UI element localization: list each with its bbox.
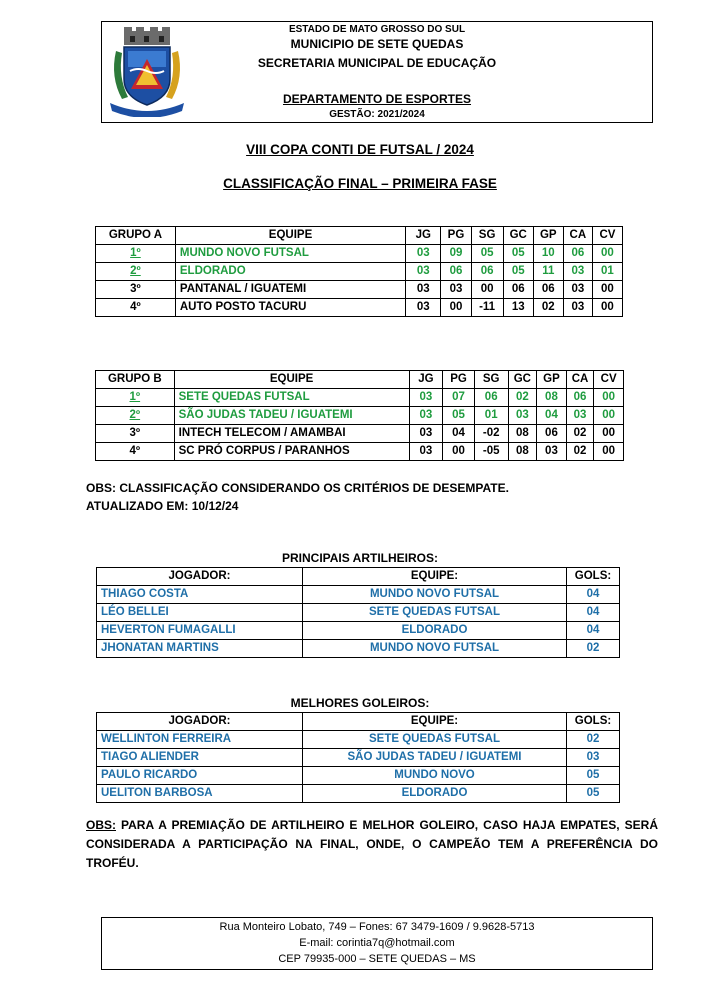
term: GESTÃO: 2021/2024 (329, 109, 425, 120)
player-cell: UELITON BARBOSA (97, 785, 303, 803)
column-header: GC (508, 371, 537, 389)
stat-cell: 07 (443, 389, 475, 407)
column-header: CA (566, 371, 594, 389)
stat-cell: 06 (471, 263, 503, 281)
stat-cell: 06 (537, 425, 567, 443)
stat-cell: 01 (474, 407, 508, 425)
table-row (97, 586, 620, 604)
footer-cep: CEP 79935-000 – SETE QUEDAS – MS (278, 953, 476, 965)
state-name: ESTADO DE MATO GROSSO DO SUL (288, 24, 466, 35)
team-cell: AUTO POSTO TACURU (175, 299, 405, 317)
team-cell: SC PRÓ CORPUS / PARANHOS (174, 443, 409, 461)
table-row (97, 731, 620, 749)
stat-cell: 06 (441, 263, 471, 281)
position-cell: 4º (96, 299, 176, 317)
team-cell: SÃO JUDAS TADEU / IGUATEMI (303, 749, 567, 767)
footer-address: Rua Monteiro Lobato, 749 – Fones: 67 3479-1609 / 9.9628-5713 (219, 921, 535, 933)
team-cell: SETE QUEDAS FUTSAL (303, 731, 567, 749)
table-row (97, 604, 620, 622)
stat-cell: 10 (533, 245, 563, 263)
player-cell: JHONATAN MARTINS (97, 640, 303, 658)
stat-cell: 03 (409, 407, 443, 425)
column-header: SG (471, 227, 503, 245)
goals-cell: 04 (567, 604, 620, 622)
best-goalkeepers-table (96, 712, 620, 803)
award-tiebreak-note (86, 816, 658, 873)
stat-cell: 02 (566, 443, 594, 461)
stat-cell: 03 (406, 263, 441, 281)
column-header: GC (503, 227, 533, 245)
column-header: GP (533, 227, 563, 245)
stat-cell: 02 (508, 389, 537, 407)
stat-cell: 00 (592, 281, 622, 299)
goals-cell: 02 (567, 731, 620, 749)
column-header: JOGADOR: (97, 568, 303, 586)
team-cell: MUNDO NOVO FUTSAL (303, 586, 567, 604)
top-scorers-table (96, 567, 620, 658)
stat-cell: 03 (409, 443, 443, 461)
stat-cell: 08 (508, 443, 537, 461)
column-header: GRUPO A (96, 227, 176, 245)
team-cell: ELDORADO (175, 263, 405, 281)
stat-cell: 03 (406, 281, 441, 299)
stat-cell: 03 (563, 263, 592, 281)
goals-cell: 02 (567, 640, 620, 658)
stat-cell: 00 (471, 281, 503, 299)
column-header: GRUPO B (96, 371, 175, 389)
stat-cell: 03 (563, 299, 592, 317)
column-header: GOLS: (567, 568, 620, 586)
stat-cell: 05 (471, 245, 503, 263)
stat-cell: 00 (594, 407, 624, 425)
column-header: JG (406, 227, 441, 245)
stat-cell: 03 (406, 245, 441, 263)
stat-cell: 09 (441, 245, 471, 263)
table-row (97, 785, 620, 803)
team-cell: PANTANAL / IGUATEMI (175, 281, 405, 299)
team-cell: SETE QUEDAS FUTSAL (303, 604, 567, 622)
player-cell: TIAGO ALIENDER (97, 749, 303, 767)
stat-cell: 00 (443, 443, 475, 461)
group-a-table (95, 226, 623, 317)
stat-cell: 00 (594, 443, 624, 461)
department-name: DEPARTAMENTO DE ESPORTES (282, 92, 472, 106)
player-cell: PAULO RICARDO (97, 767, 303, 785)
letterhead-footer (101, 917, 653, 970)
table-row (96, 443, 624, 461)
competition-title: VIII COPA CONTI DE FUTSAL / 2024 (246, 142, 474, 157)
stat-cell: 08 (508, 425, 537, 443)
table-row (96, 263, 623, 281)
stat-cell: 04 (443, 425, 475, 443)
stat-cell: 05 (443, 407, 475, 425)
stat-cell: 11 (533, 263, 563, 281)
goals-cell: 04 (567, 586, 620, 604)
table-row (96, 281, 623, 299)
team-cell: SETE QUEDAS FUTSAL (174, 389, 409, 407)
group-b-table (95, 370, 624, 461)
stat-cell: 06 (566, 389, 594, 407)
stat-cell: 03 (409, 425, 443, 443)
column-header: CA (563, 227, 592, 245)
table-row (96, 245, 623, 263)
stat-cell: 02 (533, 299, 563, 317)
top-scorers-title: PRINCIPAIS ARTILHEIROS: (281, 551, 438, 565)
table-row (97, 749, 620, 767)
stat-cell: 02 (566, 425, 594, 443)
stat-cell: 01 (592, 263, 622, 281)
column-header: EQUIPE: (303, 713, 567, 731)
stat-cell: 04 (537, 407, 567, 425)
team-cell: MUNDO NOVO (303, 767, 567, 785)
goals-cell: 04 (567, 622, 620, 640)
stat-cell: 03 (566, 407, 594, 425)
table-row (96, 425, 624, 443)
stat-cell: 03 (441, 281, 471, 299)
goals-cell: 05 (567, 785, 620, 803)
stat-cell: -05 (474, 443, 508, 461)
stat-cell: 00 (441, 299, 471, 317)
stat-cell: 13 (503, 299, 533, 317)
position-cell: 3º (96, 281, 176, 299)
column-header: JOGADOR: (97, 713, 303, 731)
position-cell: 2º (96, 407, 175, 425)
column-header: CV (592, 227, 622, 245)
note-text: PARA A PREMIAÇÃO DE ARTILHEIRO E MELHOR GOLEIRO, CASO HAJA EMPATES, SERÁ CONSIDERADA A PARTICIPAÇÃO NA FINAL, ONDE, O CAMPEÃO TEM A PREFERÊNCIA DO TROFÉU. (86, 818, 658, 870)
column-header: JG (409, 371, 443, 389)
position-cell: 1º (96, 389, 175, 407)
table-header-row (97, 713, 620, 731)
team-cell: SÃO JUDAS TADEU / IGUATEMI (174, 407, 409, 425)
team-cell: ELDORADO (303, 785, 567, 803)
secretariat-name: SECRETARIA MUNICIPAL DE EDUCAÇÃO (257, 56, 497, 70)
table-header-row (96, 371, 624, 389)
stat-cell: 06 (533, 281, 563, 299)
stat-cell: 06 (503, 281, 533, 299)
column-header: GOLS: (567, 713, 620, 731)
note-label: OBS: (86, 818, 116, 832)
goals-cell: 05 (567, 767, 620, 785)
municipality-name: MUNICIPIO DE SETE QUEDAS (290, 37, 464, 51)
stat-cell: 05 (503, 263, 533, 281)
team-cell: ELDORADO (303, 622, 567, 640)
column-header: PG (441, 227, 471, 245)
stat-cell: 00 (592, 299, 622, 317)
team-cell: INTECH TELECOM / AMAMBAI (174, 425, 409, 443)
stat-cell: 03 (563, 281, 592, 299)
column-header: PG (443, 371, 475, 389)
position-cell: 4º (96, 443, 175, 461)
table-row (97, 640, 620, 658)
column-header: CV (594, 371, 624, 389)
stat-cell: 03 (406, 299, 441, 317)
stat-cell: 06 (474, 389, 508, 407)
column-header: EQUIPE (174, 371, 409, 389)
column-header: EQUIPE: (303, 568, 567, 586)
position-cell: 2º (96, 263, 176, 281)
table-row (96, 407, 624, 425)
stat-cell: 03 (508, 407, 537, 425)
best-goalkeepers-title: MELHORES GOLEIROS: (290, 696, 430, 710)
table-header-row (96, 227, 623, 245)
goals-cell: 03 (567, 749, 620, 767)
position-cell: 1º (96, 245, 176, 263)
table-row (96, 299, 623, 317)
classification-subtitle: CLASSIFICAÇÃO FINAL – PRIMEIRA FASE (223, 176, 497, 191)
footer-email: E-mail: corintia7q@hotmail.com (299, 937, 455, 949)
player-cell: THIAGO COSTA (97, 586, 303, 604)
updated-date: ATUALIZADO EM: 10/12/24 (86, 499, 239, 513)
stat-cell: -11 (471, 299, 503, 317)
municipal-coat-of-arms-icon (108, 27, 186, 117)
table-row (96, 389, 624, 407)
player-cell: LÉO BELLEI (97, 604, 303, 622)
stat-cell: 08 (537, 389, 567, 407)
column-header: SG (474, 371, 508, 389)
tiebreak-note: OBS: CLASSIFICAÇÃO CONSIDERANDO OS CRITÉRIOS DE DESEMPATE. (86, 481, 509, 495)
stat-cell: 00 (594, 389, 624, 407)
stat-cell: 05 (503, 245, 533, 263)
stat-cell: 03 (537, 443, 567, 461)
column-header: EQUIPE (175, 227, 405, 245)
team-cell: MUNDO NOVO FUTSAL (175, 245, 405, 263)
stat-cell: 06 (563, 245, 592, 263)
stat-cell: 00 (592, 245, 622, 263)
position-cell: 3º (96, 425, 175, 443)
player-cell: HEVERTON FUMAGALLI (97, 622, 303, 640)
table-row (97, 622, 620, 640)
team-cell: MUNDO NOVO FUTSAL (303, 640, 567, 658)
stat-cell: 00 (594, 425, 624, 443)
stat-cell: -02 (474, 425, 508, 443)
column-header: GP (537, 371, 567, 389)
table-header-row (97, 568, 620, 586)
stat-cell: 03 (409, 389, 443, 407)
table-row (97, 767, 620, 785)
player-cell: WELLINTON FERREIRA (97, 731, 303, 749)
